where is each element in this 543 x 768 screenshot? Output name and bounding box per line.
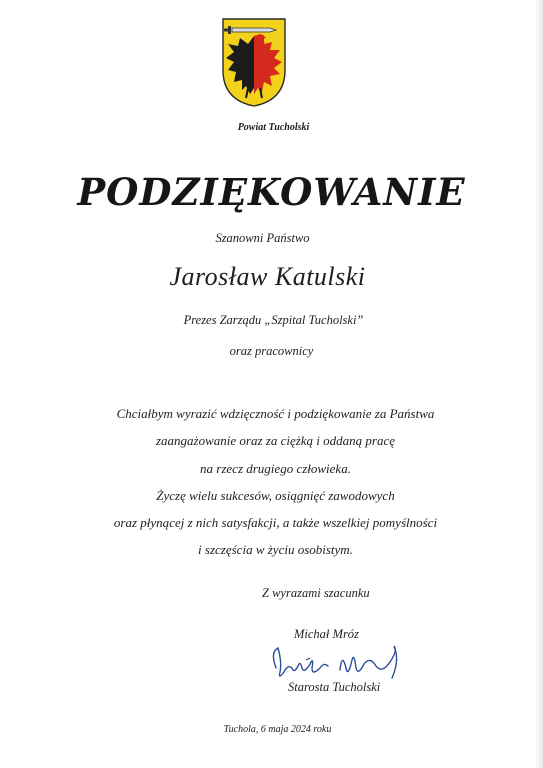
recipient-staff: oraz pracownicy — [229, 344, 314, 358]
body-line: Życzę wielu sukcesów, osiągnięć zawodowych — [156, 487, 395, 503]
closing-phrase: Z wyrazami szacunku — [262, 586, 370, 600]
place-and-date: Tuchola, 6 maja 2024 roku — [223, 724, 332, 735]
signer-title: Starosta Tucholski — [288, 680, 381, 694]
signer-name: Michał Mróz — [294, 627, 359, 641]
recipient-role: Prezes Zarządu „Szpital Tucholski” — [183, 313, 364, 327]
signature-icon — [266, 638, 406, 686]
body-line: Chciałbym wyrazić wdzięczność i podziękowanie za Państwa — [116, 406, 435, 421]
body-line: i szczęścia w życiu osobistym. — [198, 542, 353, 558]
body-text — [4, 400, 543, 564]
body-line: oraz płynącej z nich satysfakcji, a także wszelkiej pomyślności — [113, 515, 438, 531]
issuer-name: Powiat Tucholski — [237, 122, 310, 133]
salutation: Szanowni Państwo — [215, 231, 310, 245]
county-crest-icon — [220, 16, 288, 108]
body-line: na rzecz drugiego człowieka. — [200, 460, 351, 476]
body-line: zaangażowanie oraz za ciężką i oddaną pracę — [155, 433, 396, 449]
scan-edge-shadow — [534, 0, 543, 768]
recipient-name: Jarosław Katulski — [169, 262, 366, 291]
document-title: PODZIĘKOWANIE — [77, 170, 466, 214]
